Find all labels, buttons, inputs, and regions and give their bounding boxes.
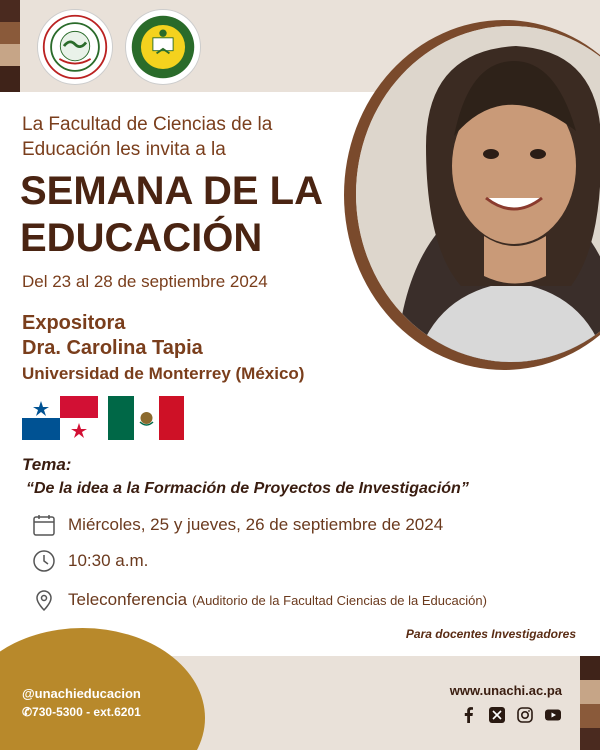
social-icons [460,706,562,724]
venue-row [32,588,487,612]
date-row [32,513,443,537]
decor-stripe [0,66,20,92]
social-handle[interactable]: @unachieducacion [22,686,141,701]
location-pin-icon [32,588,56,612]
decor-stripe [580,656,600,680]
website-link[interactable]: www.unachi.ac.pa [449,683,562,698]
invitation-intro: La Facultad de Ciencias de la Educación les invita a la [22,114,273,160]
decor-stripe [0,0,20,22]
mexico-flag-icon [108,396,184,440]
event-date: Miércoles, 25 y jueves, 26 de septiembre de 2024 [68,515,444,534]
time-row [32,549,148,573]
decor-stripe [0,44,20,66]
audience-note: Para docentes Investigadores [405,627,576,641]
instagram-icon[interactable] [516,706,534,724]
facebook-icon[interactable] [460,706,478,724]
event-dates: Del 23 al 28 de septiembre 2024 [22,272,268,291]
topic-text: “De la idea a la Formación de Proyectos de Investigación” [26,480,469,497]
decor-stripe [580,704,600,728]
speaker-role: Expositora [22,312,126,334]
youtube-icon[interactable] [544,706,562,724]
clock-icon [32,549,56,573]
event-venue-detail: (Auditorio de la Facultad Ciencias de la Educación) [192,592,487,608]
facultad-educacion-seal-icon [126,10,200,84]
x-icon[interactable] [488,706,506,724]
decor-stripe [580,680,600,704]
panama-flag-icon [22,396,98,440]
event-time: 10:30 a.m. [68,551,149,570]
decor-stripe [0,22,20,44]
topic-label: Tema: [22,455,72,474]
calendar-icon [32,513,56,537]
speaker-name: Dra. Carolina Tapia [22,337,203,359]
speaker-institution: Universidad de Monterrey (México) [22,364,305,383]
event-venue: Teleconferencia [68,590,188,609]
event-title: SEMANA DE LA EDUCACIÓN [20,169,322,260]
unachi-seal-icon [38,10,112,84]
phone-number: ✆730-5300 - ext.6201 [22,705,141,719]
decor-stripe [580,728,600,750]
